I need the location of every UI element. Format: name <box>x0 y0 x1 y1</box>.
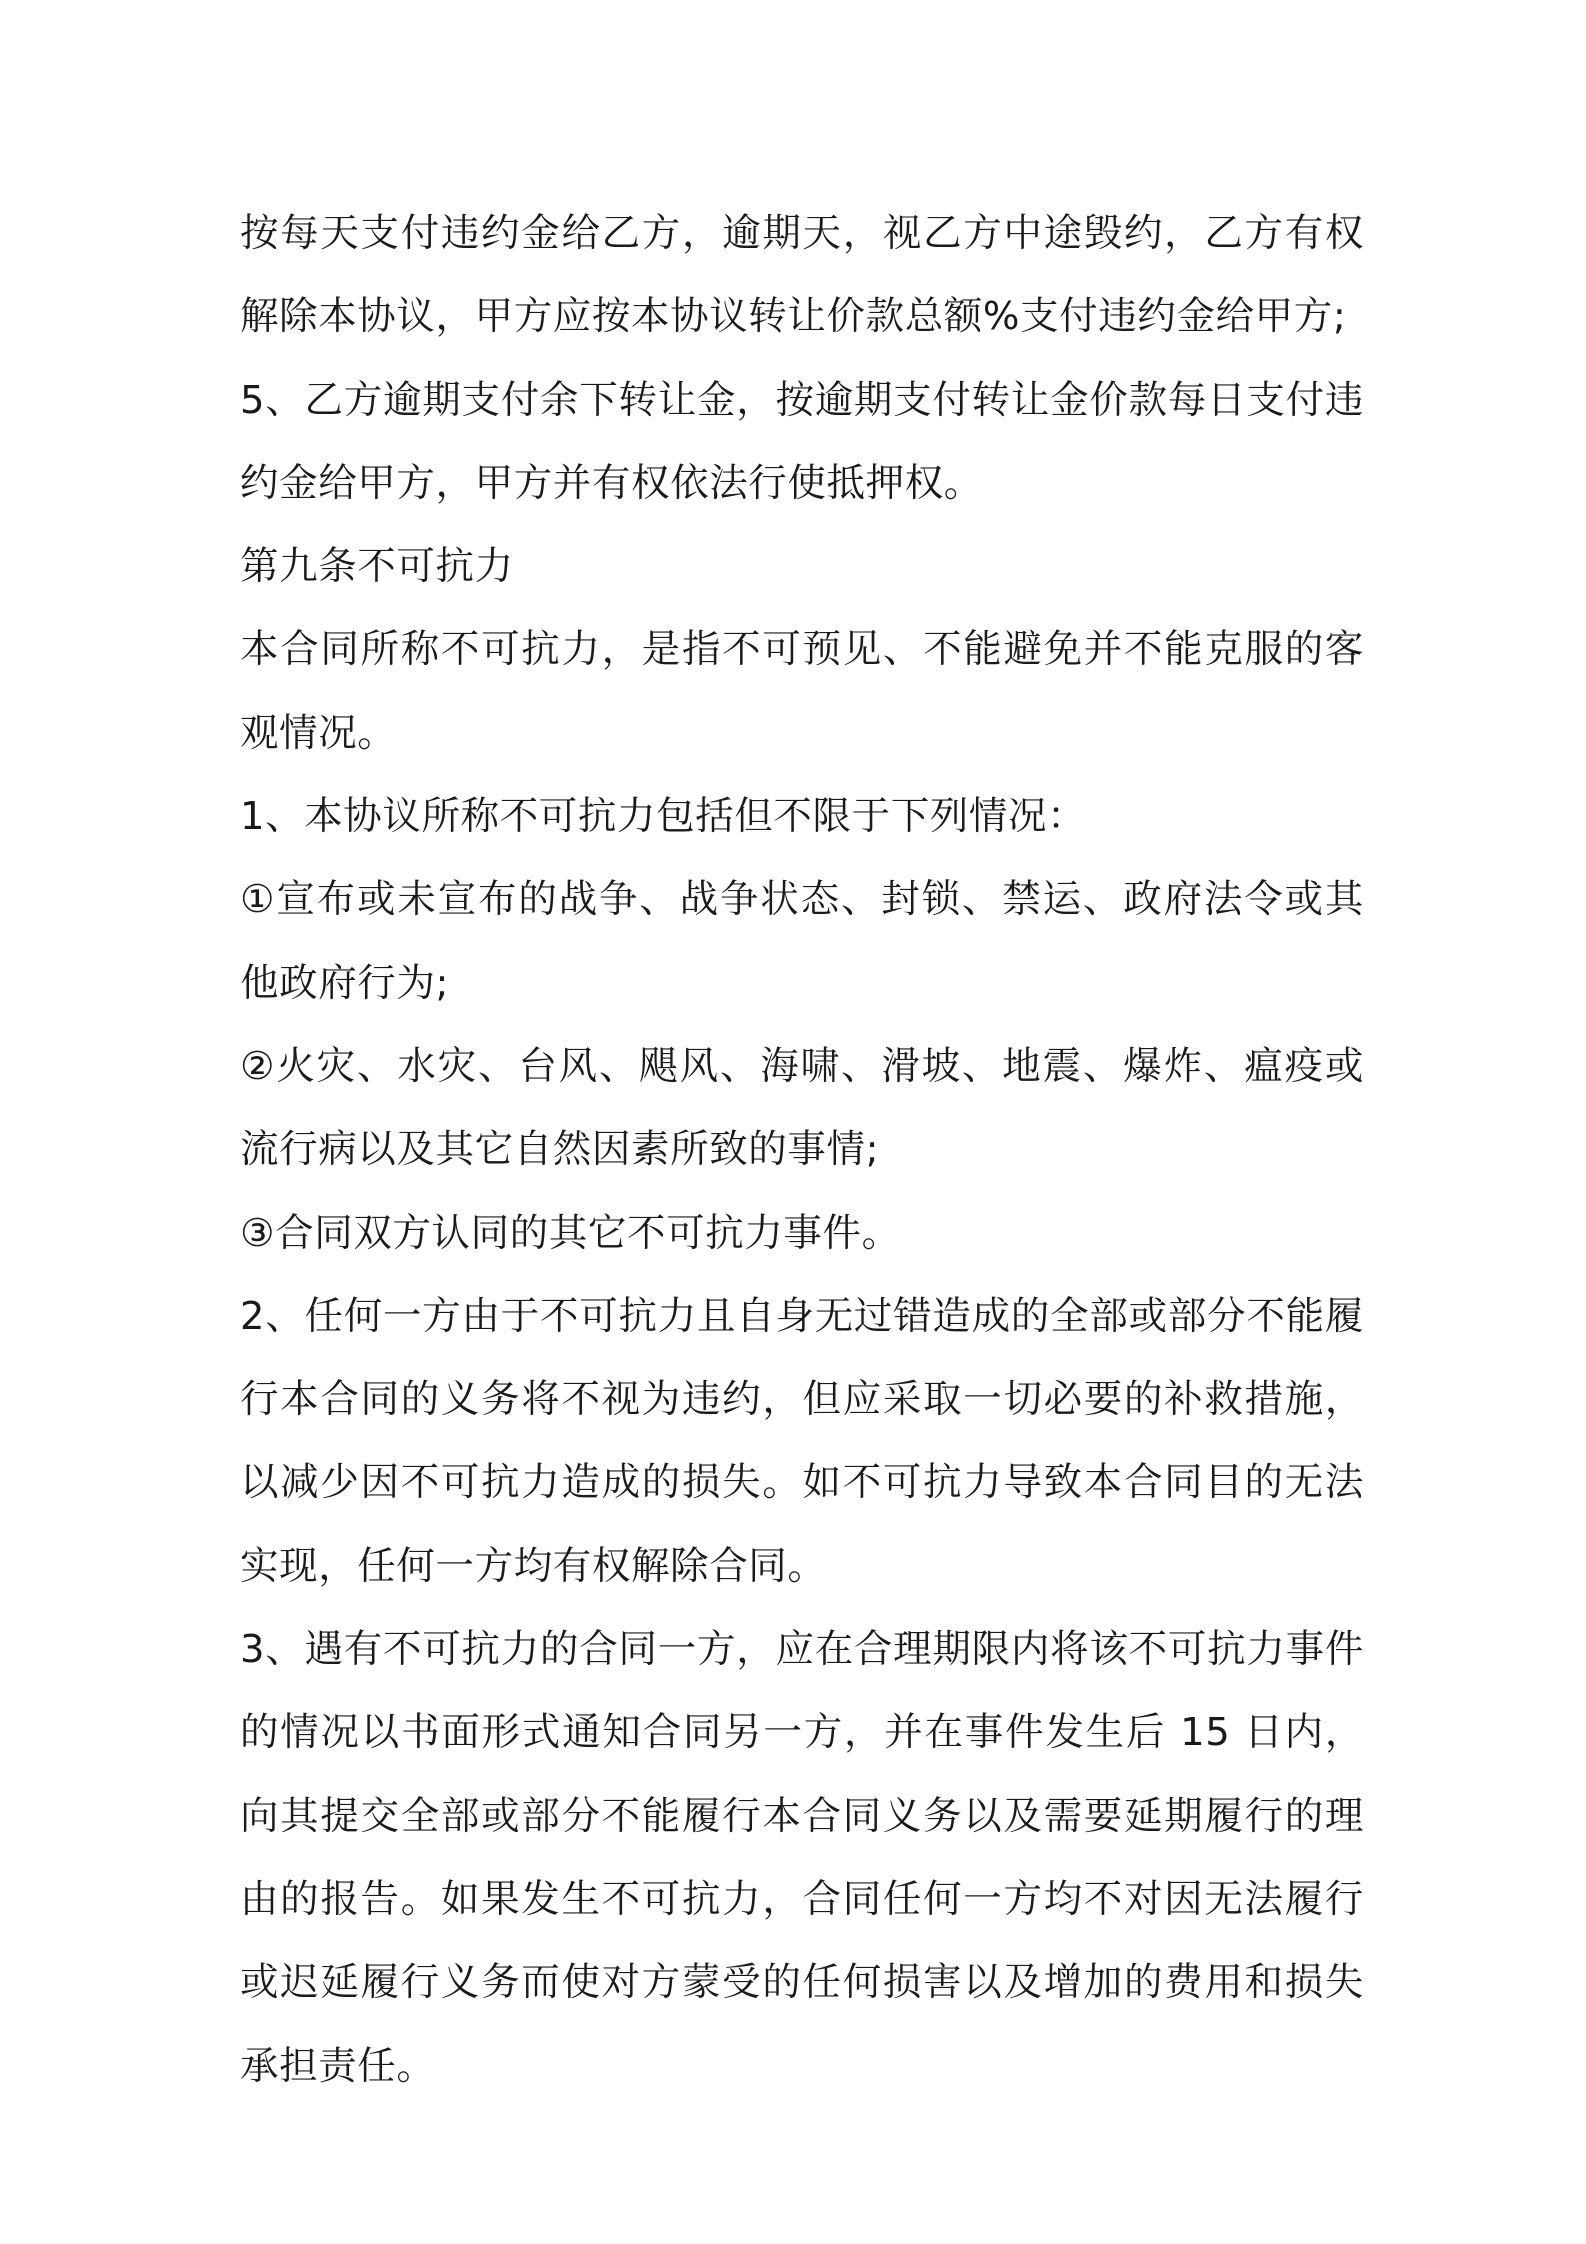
paragraph-penalty-continuation: 按每天支付违约金给乙方，逾期天，视乙方中途毁约，乙方有权解除本协议，甲方应按本协议转让价款总额%支付违约金给甲方; <box>240 211 1364 340</box>
document-body <box>240 192 1364 2108</box>
paragraph-clause-1: 1、本协议所称不可抗力包括但不限于下列情况： <box>240 794 1087 840</box>
paragraph-clause-2: 2、任何一方由于不可抗力且自身无过错造成的全部或部分不能履行本合同的义务将不视为违约，但应采取一切必要的补救措施，以减少因不可抗力造成的损失。如不可抗力导致本合同目的无法实现，任何一方均有权解除合同。 <box>240 1293 1364 1589</box>
paragraph-clause-5: 5、乙方逾期支付余下转让金，按逾期支付转让金价款每日支付违约金给甲方，甲方并有权依法行使抵押权。 <box>240 377 1364 506</box>
paragraph-clause-3: 3、遇有不可抗力的合同一方，应在合理期限内将该不可抗力事件的情况以书面形式通知合同另一方，并在事件发生后 15 日内，向其提交全部或部分不能履行本合同义务以及需要延期履行的理由的报告。如果发生不可抗力，合同任何一方均不对因无法履行或迟延履行义务而使对方蒙受的任何损害以及增加的费用和损失承担责任。 <box>240 1627 1364 2089</box>
paragraph-definition: 本合同所称不可抗力，是指不可预见、不能避免并不能克服的客观情况。 <box>240 627 1364 756</box>
article-heading: 第九条不可抗力 <box>240 544 514 590</box>
paragraph-item-3: ③合同双方认同的其它不可抗力事件。 <box>240 1210 901 1256</box>
paragraph-item-1: ①宣布或未宣布的战争、战争状态、封锁、禁运、政府法令或其他政府行为; <box>240 877 1364 1006</box>
paragraph-item-2: ②火灾、水灾、台风、飓风、海啸、滑坡、地震、爆炸、瘟疫或流行病以及其它自然因素所致的事情; <box>240 1043 1364 1173</box>
